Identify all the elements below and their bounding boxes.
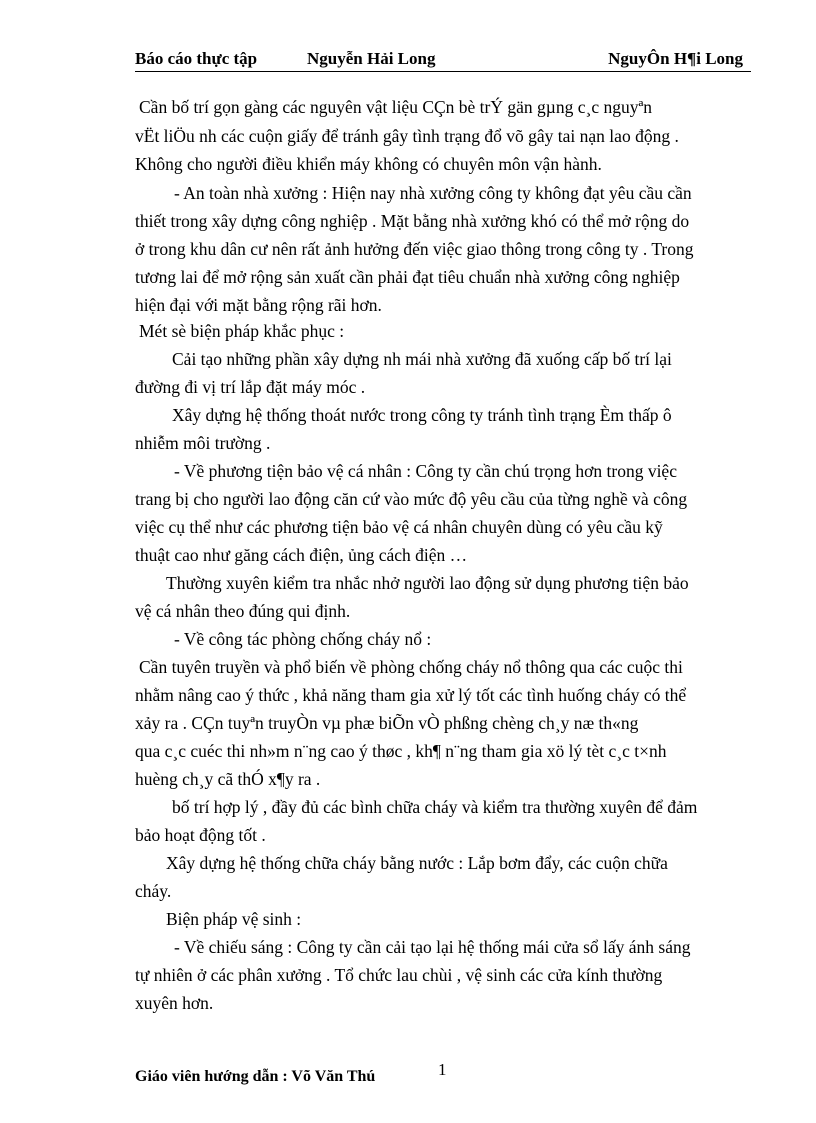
text-line: việc cụ thể như các phương tiện bảo vệ cá nhân chuyên dùng có yêu cầu kỹ bbox=[135, 517, 663, 537]
text-line: hiện đại với mặt bằng rộng rãi hơn. bbox=[135, 295, 382, 315]
text-line: Thường xuyên kiểm tra nhắc nhở người lao động sử dụng phương tiện bảo bbox=[166, 573, 689, 593]
text-line: tự nhiên ở các phân xưởng . Tổ chức lau chùi , vệ sinh các cửa kính thường bbox=[135, 965, 663, 985]
text-line: - An toàn nhà xưởng : Hiện nay nhà xưởng công ty không đạt yêu cầu cần bbox=[174, 183, 692, 203]
text-line: Cải tạo những phần xây dựng nh mái nhà xưởng đã xuống cấp bố trí lại bbox=[172, 349, 672, 369]
text-line: ở trong khu dân cư nên rất ảnh hưởng đến việc giao thông trong công ty . Trong bbox=[135, 239, 694, 259]
text-line: Biện pháp vệ sinh : bbox=[166, 909, 302, 929]
text-line: cháy. bbox=[135, 881, 172, 901]
text-line: thiết trong xây dựng công nghiệp . Mặt bằng nhà xưởng khó có thể mở rộng do bbox=[135, 211, 690, 231]
text-line: nhiễm môi trường . bbox=[135, 433, 271, 453]
text-line: Xây dựng hệ thống thoát nước trong công ty tránh tình trạng Èm thấp ô bbox=[172, 405, 672, 425]
page-header bbox=[135, 49, 751, 72]
header-report-label: Báo cáo thực tập bbox=[135, 49, 258, 68]
text-line: - Về chiếu sáng : Công ty cần cải tạo lại hệ thống mái cửa sổ lấy ánh sáng bbox=[174, 937, 691, 957]
text-line: qua c¸c cuéc thi nh»m n¨ng cao ý thøc , kh¶ n¨ng tham gia xö lý tèt c¸c t×nh bbox=[135, 741, 667, 761]
text-line: Mét sè biện pháp khắc phục : bbox=[139, 321, 345, 341]
text-line: Cần bố trí gọn gàng các nguyên vật liệu CÇn bè trÝ gän gµng c¸c nguyªn bbox=[139, 97, 653, 117]
text-line: vËt liÖu nh các cuộn giấy để tránh gây tình trạng đổ võ gây tai nạn lao động . bbox=[135, 126, 679, 146]
text-line: thuật cao như găng cách điện, ủng cách điện … bbox=[135, 545, 468, 565]
text-line: trang bị cho người lao động căn cứ vào mức độ yêu cầu của từng nghề và công bbox=[135, 489, 688, 509]
text-line: - Về phương tiện bảo vệ cá nhân : Công ty cần chú trọng hơn trong việc bbox=[174, 461, 677, 481]
text-line: nhằm nâng cao ý thức , khả năng tham gia xử lý tốt các tình huống cháy có thể bbox=[135, 685, 687, 705]
footer-advisor: Giáo viên hướng dẫn : Võ Văn Thú bbox=[135, 1068, 376, 1085]
header-author-legacy-font: NguyÔn H¶i Long bbox=[608, 49, 743, 68]
text-line: đường đi vị trí lắp đặt máy móc . bbox=[135, 377, 366, 397]
text-line: xảy ra . CÇn tuyªn truyÒn vµ phæ biÕn vÒ phßng chèng ch¸y næ th«ng bbox=[135, 713, 639, 733]
text-line: vệ cá nhân theo đúng qui định. bbox=[135, 601, 351, 621]
text-line: bố trí hợp lý , đầy đủ các bình chữa cháy và kiểm tra thường xuyên để đảm bbox=[172, 797, 698, 817]
text-line: Xây dựng hệ thống chữa cháy bằng nước : Lắp bơm đẩy, các cuộn chữa bbox=[166, 853, 668, 873]
text-line: xuyên hơn. bbox=[135, 993, 214, 1013]
text-line: Cần tuyên truyền và phổ biến về phòng chống cháy nổ thông qua các cuộc thi bbox=[139, 657, 683, 677]
text-line: Không cho người điều khiển máy không có chuyên môn vận hành. bbox=[135, 154, 602, 174]
page-number: 1 bbox=[438, 1060, 447, 1079]
header-author: Nguyễn Hải Long bbox=[307, 49, 436, 68]
text-line: bảo hoạt động tốt . bbox=[135, 825, 266, 845]
text-line: - Về công tác phòng chống cháy nổ : bbox=[174, 629, 432, 649]
text-line: huèng ch¸y cã thÓ x¶y ra . bbox=[135, 769, 321, 789]
text-line: tương lai để mở rộng sản xuất cần phải đạt tiêu chuẩn nhà xưởng công nghiệp bbox=[135, 267, 680, 287]
